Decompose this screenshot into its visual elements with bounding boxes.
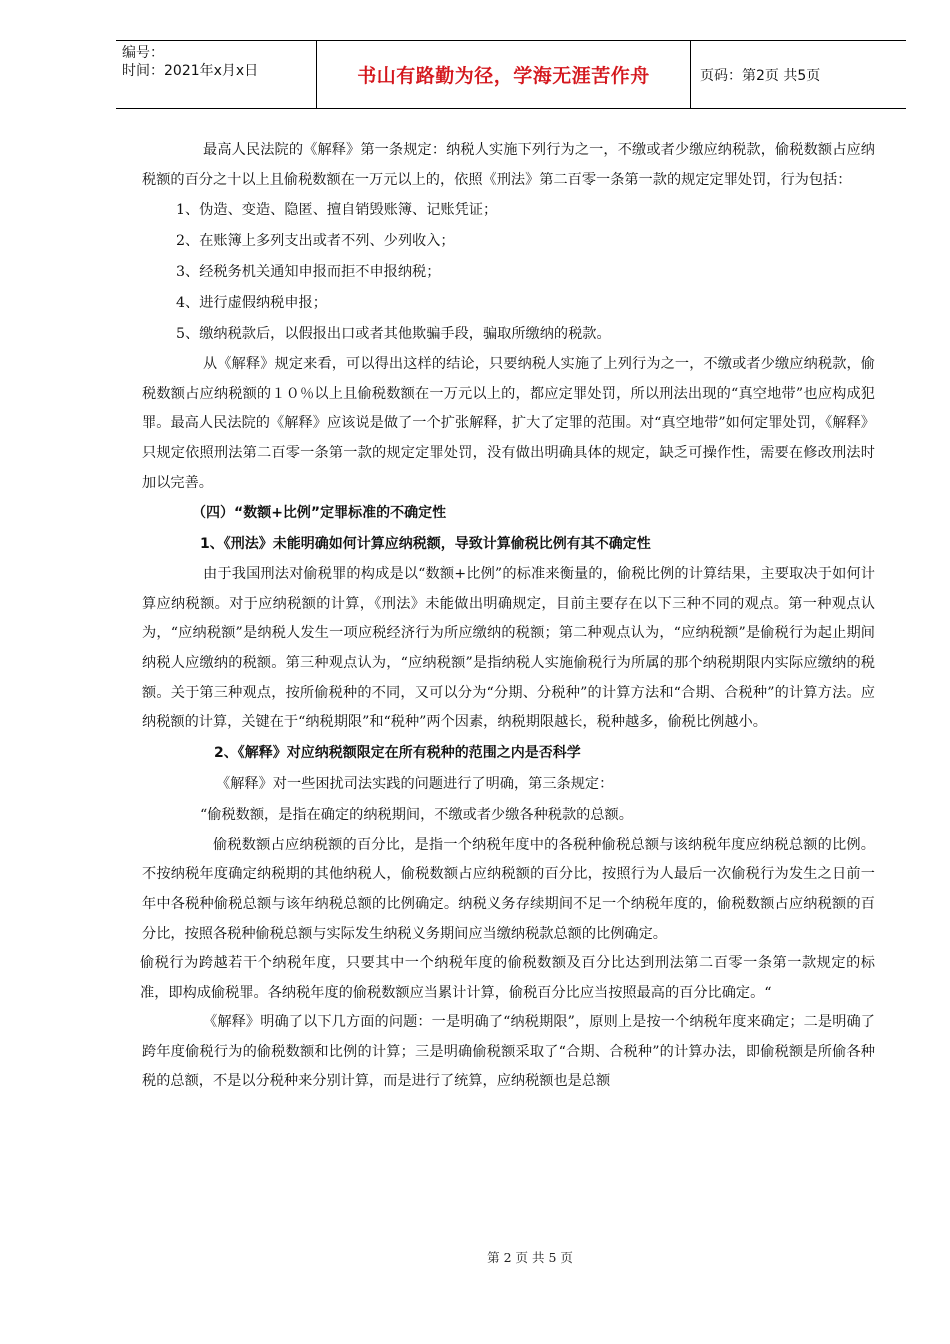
header-motto: 书山有路勤为径，学海无涯苦作舟 — [357, 65, 650, 87]
list-item: 1、伪造、变造、隐匿、擅自销毁账簿、记账凭证； — [176, 202, 498, 219]
header-meta — [122, 44, 312, 80]
section-heading: （四）“数额+比例”定罪标准的不确定性 — [192, 505, 447, 522]
header-page-label: 页码：第2页 共5页 — [700, 67, 821, 84]
subsection-heading: 2、《解释》对应纳税额限定在所有税种的范围之内是否科学 — [214, 744, 581, 761]
paragraph: 《解释》明确了以下几方面的问题：一是明确了“纳税期限”，原则上是按一个纳税年度来确定；二是明确了跨年度偷税行为的偷税数额和比例的计算；三是明确偷税额采取了“合期、合税种”的计算办法，即偷税额是所偷各种税的总额，不是以分税种来分别计算，而是进行了统算，应纳税额也是总额 — [142, 1014, 875, 1090]
header-table — [116, 40, 906, 109]
list-item: 3、经税务机关通知申报而拒不申报纳税； — [176, 264, 441, 281]
document-number-label: 编号： — [122, 45, 164, 61]
quote-paragraph: 偷税行为跨越若干个纳税年度，只要其中一个纳税年度的偷税数额及百分比达到刑法第二百零一条第一款规定的标准，即构成偷税罪。各纳税年度的偷税数额应当累计计算，偷税百分比应当按照最高的百分比确定。“ — [140, 955, 875, 1001]
list-item: 2、在账簿上多列支出或者不列、少列收入； — [176, 233, 455, 250]
list-item: 5、缴纳税款后，以假报出口或者其他欺骗手段，骗取所缴纳的税款。 — [176, 326, 611, 343]
subsection-heading: 1、《刑法》未能明确如何计算应纳税额，导致计算偷税比例有其不确定性 — [200, 536, 651, 553]
paragraph: 从《解释》规定来看，可以得出这样的结论，只要纳税人实施了上列行为之一，不缴或者少缴应纳税款，偷税数额占应纳税额的１０％以上且偷税数额在一万元以上的，都应定罪处罚，所以刑法出现的“真空地带”也应构成犯罪。最高人民法院的《解释》应该说是做了一个扩张解释，扩大了定罪的范围。对“真空地带”如何定罪处罚，《解释》只规定依照刑法第二百零一条第一款的规定定罪处罚，没有做出明确具体的规定，缺乏可操作性，需要在修改刑法时加以完善。 — [142, 356, 875, 491]
quote-paragraph: “偷税数额，是指在确定的纳税期间，不缴或者少缴各种税款的总额。 — [200, 806, 633, 823]
paragraph: 最高人民法院的《解释》第一条规定：纳税人实施下列行为之一，不缴或者少缴应纳税款，偷税数额占应纳税额的百分之十以上且偷税数额在一万元以上的，依照《刑法》第二百零一条第一款的规定定罪处罚，行为包括： — [142, 142, 875, 188]
paragraph: 由于我国刑法对偷税罪的构成是以“数额+比例”的标准来衡量的，偷税比例的计算结果，主要取决于如何计算应纳税额。对于应纳税额的计算，《刑法》未能做出明确规定，目前主要存在以下三种不同的观点。第一种观点认为，“应纳税额”是纳税人发生一项应税经济行为所应缴纳的税额；第二种观点认为，“应纳税额”是偷税行为起止期间纳税人应缴纳的税额。第三种观点认为，“应纳税额”是指纳税人实施偷税行为所属的那个纳税期限内实际应缴纳的税额。关于第三种观点，按所偷税种的不同，又可以分为“分期、分税种”的计算方法和“合期、合税种”的计算方法。应纳税额的计算，关键在于“纳税期限”和“税种”两个因素，纳税期限越长，税种越多，偷税比例越小。 — [142, 566, 875, 731]
paragraph: 《解释》对一些困扰司法实践的问题进行了明确，第三条规定： — [216, 775, 614, 792]
header-divider — [690, 41, 691, 108]
document-time-label: 时间：2021年x月x日 — [122, 63, 259, 79]
quote-paragraph: 偷税数额占应纳税额的百分比，是指一个纳税年度中的各税种偷税总额与该纳税年度应纳税总额的比例。不按纳税年度确定纳税期的其他纳税人，偷税数额占应纳税额的百分比，按照行为人最后一次偷税行为发生之日前一年中各税种偷税总额与该年纳税总额的比例确定。纳税义务存续期间不足一个纳税年度的，偷税数额占应纳税额的百分比，按照各税种偷税总额与实际发生纳税义务期间应当缴纳税款总额的比例确定。 — [142, 836, 875, 942]
list-item: 4、进行虚假纳税申报； — [176, 295, 327, 312]
page-footer: 第 2 页 共 5 页 — [487, 1250, 573, 1265]
document-body — [142, 136, 875, 1097]
